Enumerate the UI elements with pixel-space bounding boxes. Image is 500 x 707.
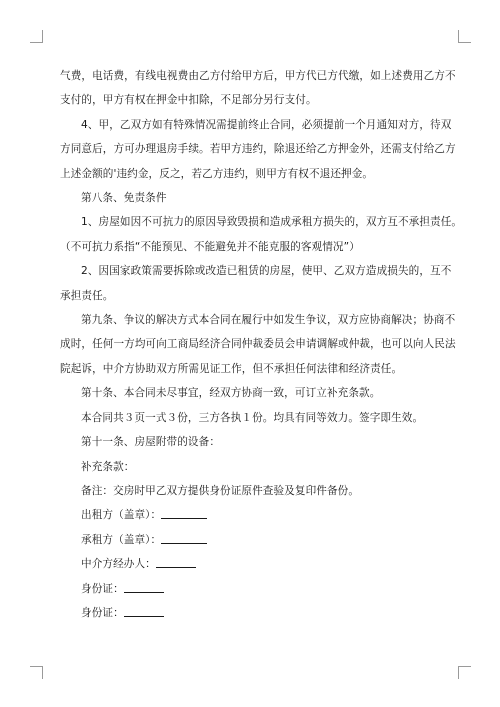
id-blank [124, 580, 164, 593]
text-line: 支付的，甲方有权在押金中扣除，不足部分另行支付。 [60, 94, 317, 107]
id-line-1 [60, 577, 440, 601]
document-body [60, 64, 463, 625]
remark: 备注：交房时甲乙双方提供身份证原件查验及复印件备份。 [81, 484, 360, 497]
lessor-signature-line [60, 503, 440, 527]
agent-blank [156, 555, 196, 568]
id-label: 身份证： [81, 582, 124, 595]
crop-mark-top-right [458, 30, 471, 43]
agent-signature-line [60, 552, 440, 576]
article-10: 第十条、本合同未尽事宜，经双方协商一致，可订立补充条款。 [81, 387, 381, 400]
clause-4-line: 上述金额的'违约金，反之，若乙方违约，则甲方有权不退还押金。 [60, 167, 374, 180]
article-8-item-2-line: 承担责任。 [60, 289, 114, 302]
lessor-label: 出租方（盖章）： [81, 509, 162, 522]
id-line-2 [60, 601, 440, 625]
lessee-blank [161, 531, 207, 544]
crop-mark-top-left [30, 30, 43, 43]
agent-label: 中介方经办人： [81, 558, 156, 571]
article-9-line: 成时，任何一方均可向工商局经济合同仲裁委员会申请调解或仲裁，也可以向人民法 [60, 338, 456, 351]
article-8-item-1-line: （不可抗力系指“不能预见、不能避免并不能克服的客观情况”） [60, 240, 360, 253]
clause-4-line: 方同意后，方可办理退房手续。若甲方违约，除退还给乙方押金外，还需支付给乙方 [60, 143, 456, 156]
id-blank [124, 604, 164, 617]
article-11: 第十一条、房屋附带的设备： [81, 436, 221, 449]
copies-statement: 本合同共３页一式３份，三方各执１份。均具有同等效力。签字即生效。 [81, 411, 424, 424]
supplement-label: 补充条款： [81, 460, 135, 473]
lessee-label: 承租方（盖章）： [81, 533, 162, 546]
text-line: 气费，电话费，有线电视费由乙方付给甲方后，甲方代已方代缴，如上述费用乙方不 [60, 70, 456, 82]
article-8-heading: 第八条、免责条件 [81, 192, 167, 205]
lessor-blank [161, 506, 207, 519]
lessee-signature-line [60, 528, 440, 552]
article-9-line: 院起诉，中介方协助双方所需见证工作，但不承担任何法律和经济责任。 [60, 362, 403, 375]
id-label: 身份证： [81, 606, 124, 619]
clause-4-line: 4、甲，乙双方如有特殊情况需提前终止合同，必须提前一个月通知对方，待双 [81, 118, 452, 131]
article-9-line: 第九条、争议的解决方式本合同在履行中如发生争议，双方应协商解决；协商不 [81, 314, 456, 327]
article-8-item-1-line: 1、房屋如因不可抗力的原因导致毁损和造成承租方损失的，双方互不承担责任。 [81, 216, 463, 229]
crop-mark-bottom-right [458, 666, 471, 679]
article-8-item-2-line: 2、因国家政策需要拆除或改造已租赁的房屋，使甲、乙双方造成损失的，互不 [81, 265, 452, 278]
crop-mark-bottom-left [30, 666, 43, 679]
